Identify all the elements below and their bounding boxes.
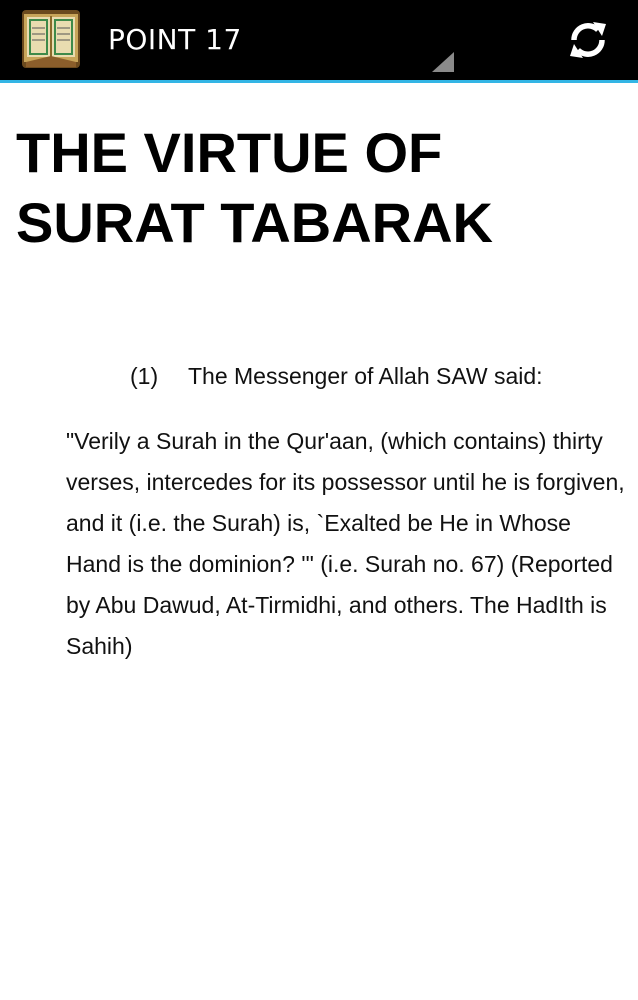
intro-line xyxy=(130,360,543,392)
quran-book-icon[interactable] xyxy=(22,10,80,68)
app-title: POINT 17 xyxy=(108,23,242,56)
refresh-button[interactable] xyxy=(560,12,616,68)
spinner-dropdown-indicator[interactable] xyxy=(432,52,454,72)
refresh-icon xyxy=(566,18,610,62)
intro-text: The Messenger of Allah SAW said: xyxy=(188,363,543,389)
action-bar xyxy=(0,0,638,80)
page-title: THE VIRTUE OF SURAT TABARAK xyxy=(16,121,493,254)
hadith-text: "Verily a Surah in the Qur'aan, (which contains) thirty verses, intercedes for its possessor until he is forgiven, and it (i.e. the Surah) is, `Exalted be He in Whose Hand is the dominion? '" (i.e. Surah no. 67) (Reported by Abu Dawud, At-Tirmidhi, and others. The HadIth is Sahih) xyxy=(66,428,625,659)
action-bar-accent-line xyxy=(0,80,638,83)
intro-number: (1) xyxy=(130,363,159,389)
